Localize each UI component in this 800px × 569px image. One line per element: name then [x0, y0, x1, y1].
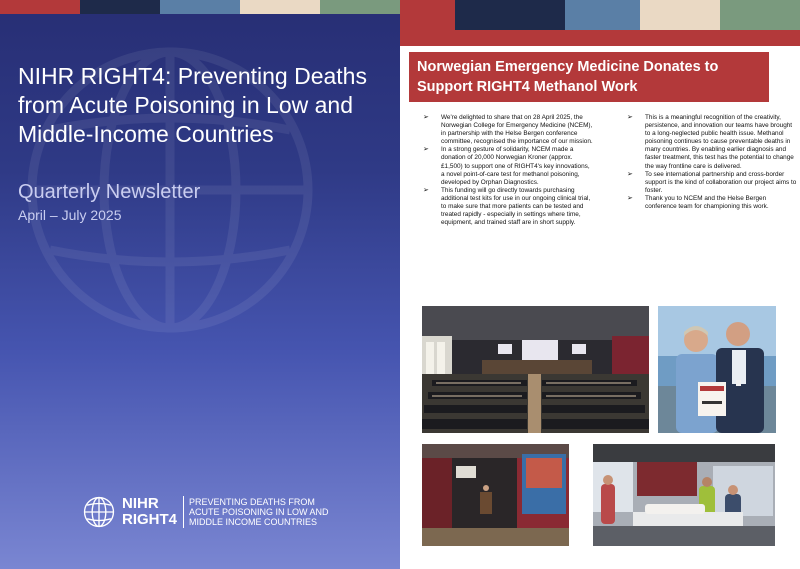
cover-stripe-red	[0, 0, 80, 14]
article-stripe-sage	[720, 0, 800, 30]
cover-stripe-beige	[240, 0, 320, 14]
article-stripe-navy	[455, 0, 565, 30]
conference-hall-photo	[422, 306, 649, 433]
article-header-band	[400, 30, 800, 46]
article-paragraph: ➢ To see international partnership and cross-border support is the kind of collaboration our project aims to foster.	[627, 170, 797, 194]
workshop-training-photo	[593, 444, 775, 546]
logo-tagline-line1: PREVENTING DEATHS FROM	[189, 497, 315, 507]
logo-globe-icon	[82, 495, 116, 529]
cover-title: NIHR RIGHT4: Preventing Deaths from Acute Poisoning in Low and Middle-Income Countries	[18, 63, 367, 147]
article-stripe-red	[400, 0, 455, 30]
bullet-arrow-icon: ➢	[423, 186, 429, 194]
logo-org-name	[122, 496, 177, 528]
award-portrait-photo	[658, 306, 776, 433]
article-stripe-beige	[640, 0, 720, 30]
bullet-arrow-icon: ➢	[627, 194, 633, 202]
cover-dates: April – July 2025	[18, 207, 122, 223]
article-stripe-blue	[565, 0, 640, 30]
article-headline: Norwegian Emergency Medicine Donates to Support RIGHT4 Methanol Work	[409, 52, 769, 102]
article-paragraph: ➢ In a strong gesture of solidarity, NCEM made a donation of 20,000 Norwegian Kroner (approx. £1,500) to support one of RIGHT4's key innovations, a novel point-of-care test for methanol poisoning, developed by Orphan Diagnostics.	[423, 146, 590, 186]
bullet-arrow-icon: ➢	[423, 146, 429, 154]
bullet-arrow-icon: ➢	[423, 114, 429, 121]
logo-tagline-line2: ACUTE POISONING IN LOW AND	[189, 507, 329, 517]
article-paragraph: ➢ This is a meaningful recognition of the creativity, persistence, and innovation our teams have brought to a long-neglected public health issue. Methanol poisoning continues to cause preventable deaths in many countries. By enabling earlier diagnosis and faster treatment, this test has the potential to change the way frontline care is delivered.	[627, 114, 794, 170]
article-column-left	[423, 114, 593, 227]
bullet-arrow-icon: ➢	[627, 114, 633, 121]
nihr-right4-logo	[82, 494, 329, 530]
logo-tagline-line3: MIDDLE INCOME COUNTRIES	[189, 517, 318, 527]
logo-divider	[183, 496, 184, 528]
cover-stripe-sage	[320, 0, 400, 14]
logo-org-line2: RIGHT4	[122, 511, 178, 528]
article-paragraph: ➢ This funding will go directly towards purchasing additional test kits for use in our ongoing clinical trial, to make sure that more patients can be tested and treated rapidly - especially in settings where time, equipment, and trained staff are in short supply.	[423, 186, 591, 227]
article-column-right	[627, 114, 797, 211]
logo-tagline	[189, 497, 329, 527]
cover-subtitle: Quarterly Newsletter	[18, 181, 201, 203]
speaker-stage-photo	[422, 444, 569, 546]
article-page	[400, 0, 800, 569]
article-paragraph: ➢ Thank you to NCEM and the Helse Bergen conference team for championing this work.	[627, 194, 769, 211]
logo-org-line1: NIHR	[122, 495, 159, 512]
cover-stripe-navy	[80, 0, 160, 14]
bullet-arrow-icon: ➢	[627, 170, 633, 178]
article-paragraph: ➢ We're delighted to share that on 28 April 2025, the Norwegian College for Emergency Medicine (NCEM), in partnership with the Helse Bergen conference committee, recognised the importance of our mission.	[423, 114, 593, 146]
cover-stripe-blue	[160, 0, 240, 14]
